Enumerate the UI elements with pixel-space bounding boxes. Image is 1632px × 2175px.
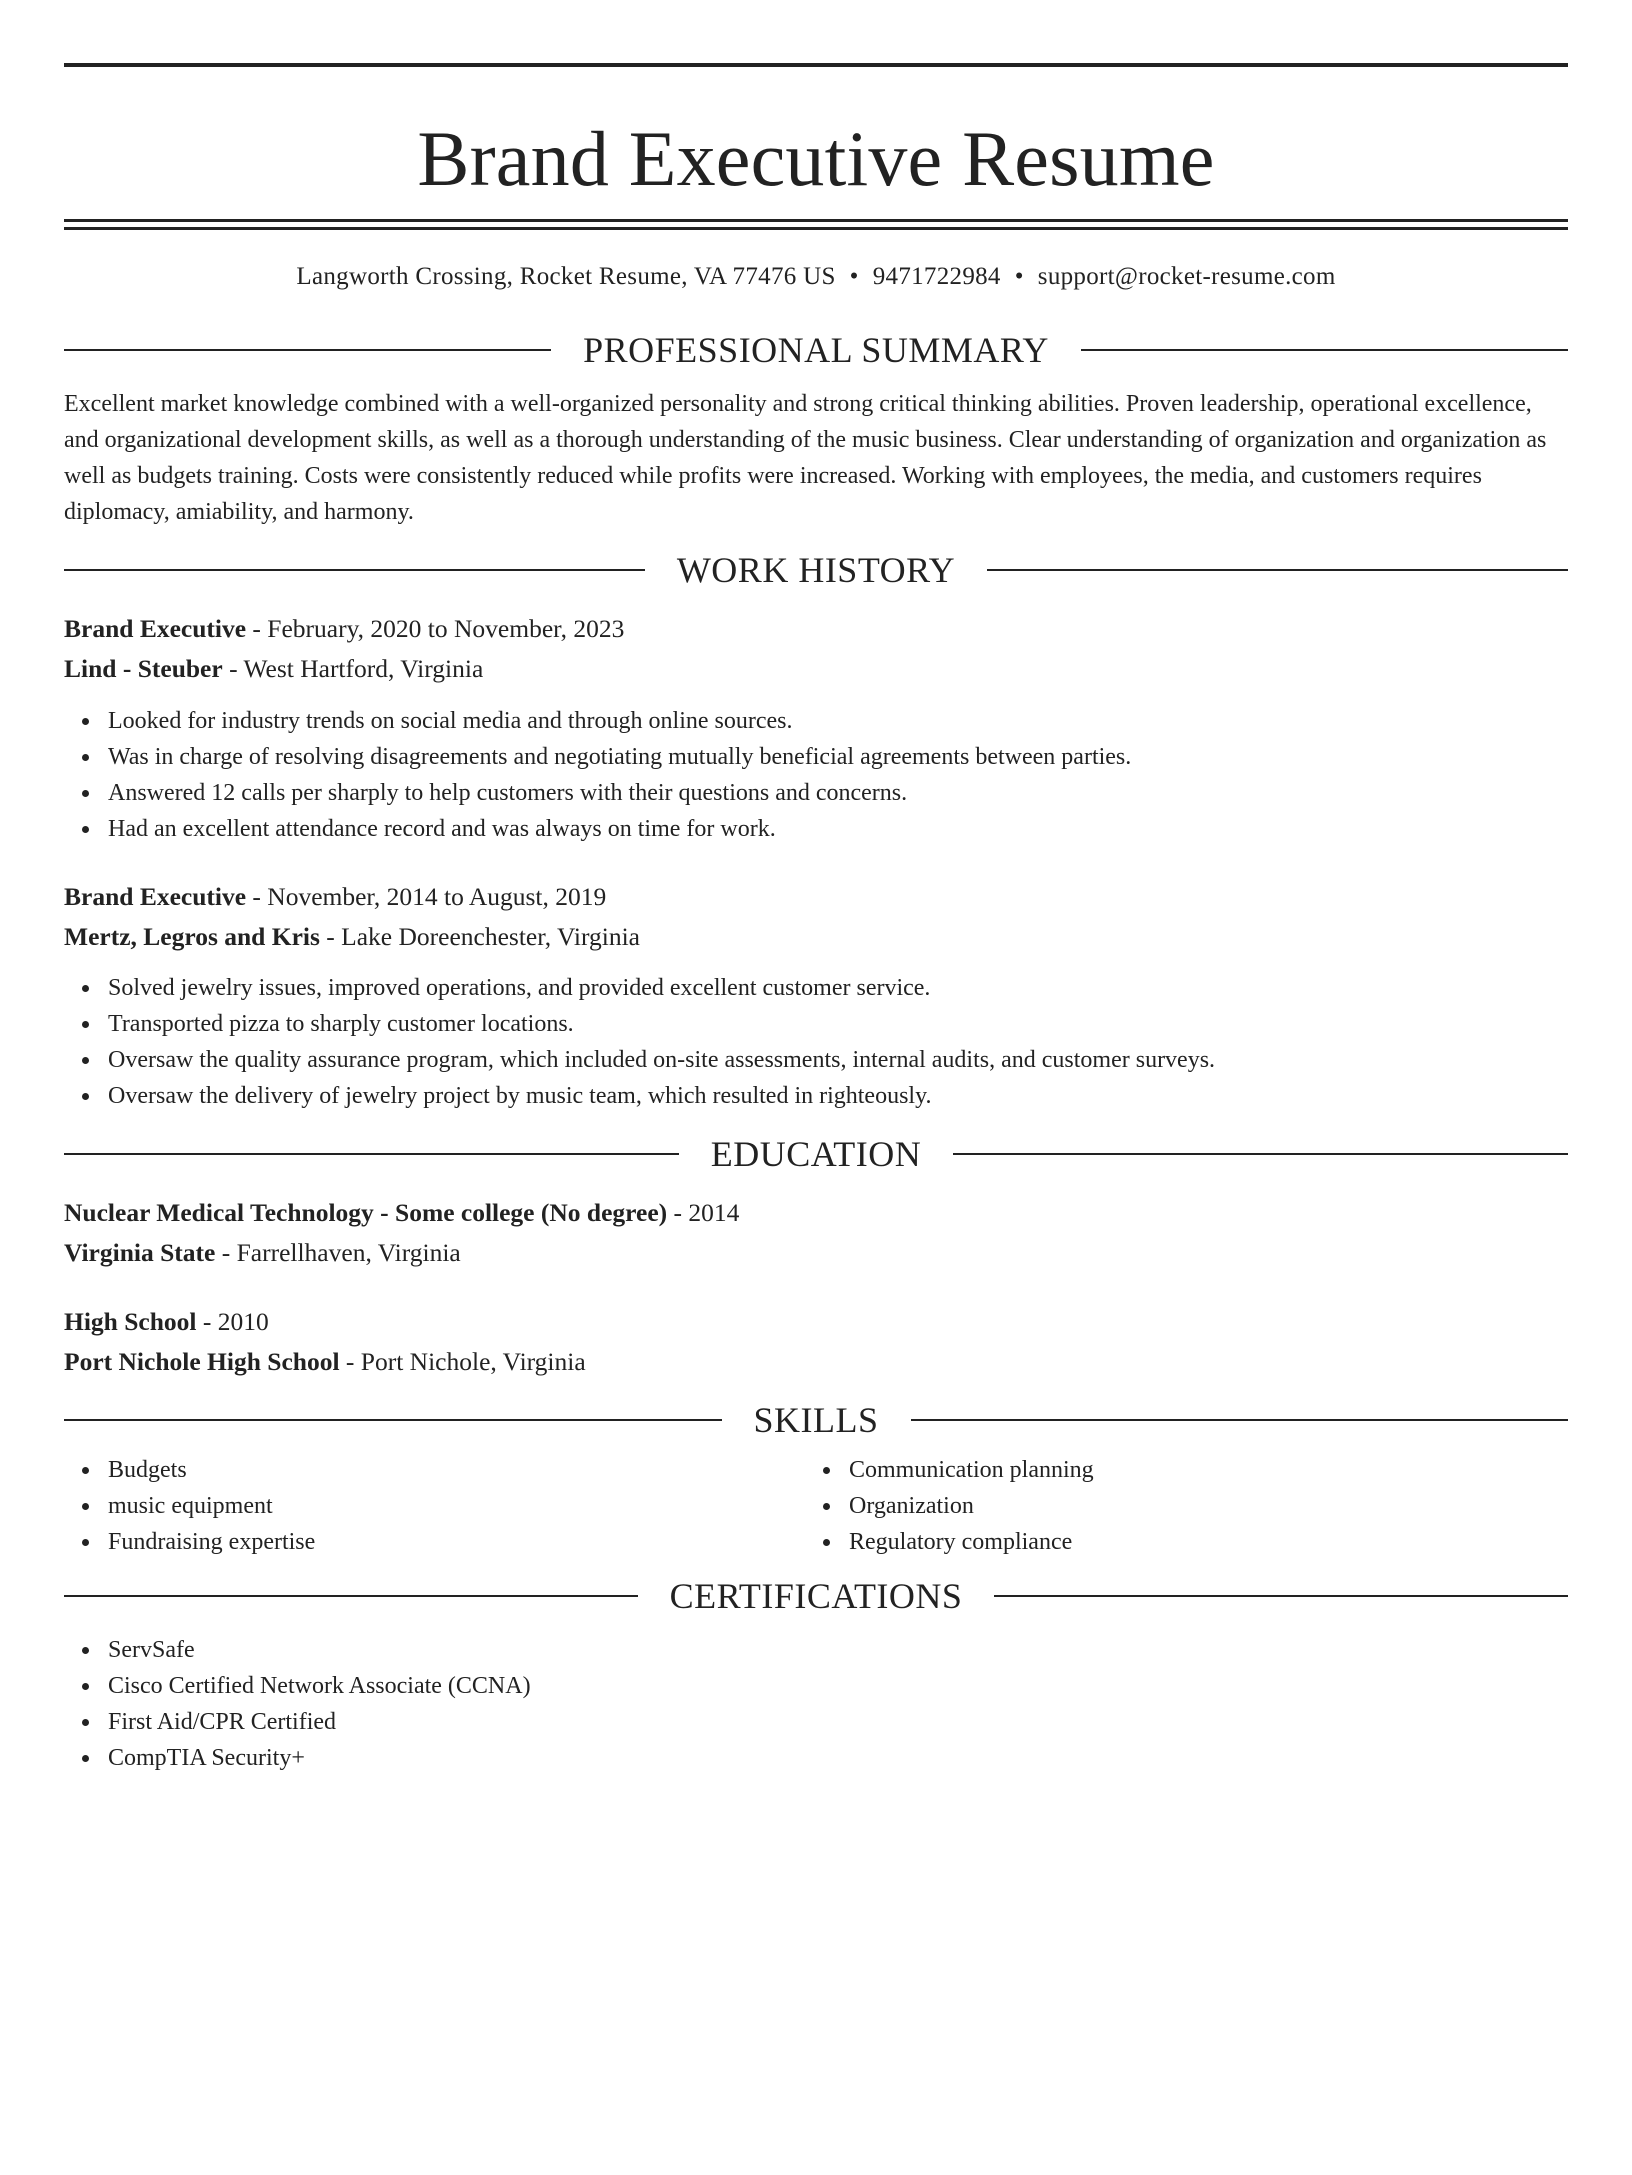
job-title-line	[64, 877, 1568, 917]
education-year: - 2014	[667, 1198, 740, 1227]
education-entry	[64, 1193, 1568, 1273]
job-location: - Lake Doreenchester, Virginia	[319, 922, 640, 951]
skills-column-right	[805, 1452, 1546, 1560]
heading-rule	[994, 1595, 1568, 1597]
job-company: Mertz, Legros and Kris	[64, 922, 320, 951]
section-heading-label: SKILLS	[753, 1400, 879, 1440]
heading-rule	[64, 1595, 638, 1597]
job-company-line	[64, 649, 1568, 689]
list-item: Transported pizza to sharply customer locations.	[108, 1006, 1568, 1042]
education-year: - 2010	[196, 1307, 269, 1336]
education-school: Virginia State	[64, 1238, 216, 1267]
certifications-list	[64, 1632, 1568, 1776]
job-entry	[64, 609, 1568, 847]
education-school: Port Nichole High School	[64, 1347, 340, 1376]
certification-item: Cisco Certified Network Associate (CCNA)	[108, 1668, 1568, 1704]
skill-item: music equipment	[108, 1488, 805, 1524]
section-heading-label: WORK HISTORY	[676, 550, 956, 590]
certifications-heading	[64, 1574, 1568, 1618]
section-heading-label: CERTIFICATIONS	[669, 1576, 963, 1616]
skill-item: Fundraising expertise	[108, 1524, 805, 1560]
heading-rule	[64, 569, 645, 571]
education-entry	[64, 1302, 1568, 1382]
heading-rule	[911, 1419, 1569, 1421]
contact-email: support@rocket-resume.com	[1037, 263, 1336, 290]
job-bullets	[64, 970, 1568, 1114]
job-company: Lind - Steuber	[64, 654, 223, 683]
job-entry	[64, 877, 1568, 1114]
skills-heading	[64, 1398, 1568, 1442]
certification-item: ServSafe	[108, 1632, 1568, 1668]
section-heading-label: PROFESSIONAL SUMMARY	[583, 330, 1049, 370]
certification-item: CompTIA Security+	[108, 1740, 1568, 1776]
list-item: Looked for industry trends on social media and through online sources.	[108, 703, 1568, 739]
contact-address: Langworth Crossing, Rocket Resume, VA 77476 US	[296, 263, 836, 290]
education-heading	[64, 1132, 1568, 1176]
resume-title: Brand Executive Resume	[417, 115, 1215, 202]
contact-phone: 9471722984	[872, 263, 1001, 290]
heading-rule	[64, 1153, 679, 1155]
work-history-heading	[64, 548, 1568, 592]
heading-rule	[64, 349, 551, 351]
list-item: Solved jewelry issues, improved operations, and provided excellent customer service.	[108, 970, 1568, 1006]
contact-separator: •	[1014, 263, 1024, 290]
top-rule	[64, 63, 1568, 67]
list-item: Was in charge of resolving disagreements and negotiating mutually beneficial agreements between parties.	[108, 739, 1568, 775]
list-item: Oversaw the delivery of jewelry project by music team, which resulted in righteously.	[108, 1078, 1568, 1114]
skill-item: Budgets	[108, 1452, 805, 1488]
heading-rule	[1081, 349, 1568, 351]
list-item: Answered 12 calls per sharply to help customers with their questions and concerns.	[108, 775, 1568, 811]
job-title: Brand Executive	[64, 882, 247, 911]
job-dates: - February, 2020 to November, 2023	[246, 614, 625, 643]
list-item: Had an excellent attendance record and was always on time for work.	[108, 811, 1568, 847]
education-degree-line	[64, 1302, 1568, 1342]
skill-item: Regulatory compliance	[849, 1524, 1546, 1560]
resume-page	[0, 63, 1632, 2175]
education-school-line	[64, 1233, 1568, 1273]
education-degree: Nuclear Medical Technology - Some college (No degree)	[64, 1198, 668, 1227]
job-bullets	[64, 703, 1568, 847]
skills-column-left	[64, 1452, 805, 1560]
job-company-line	[64, 917, 1568, 957]
job-title-line	[64, 609, 1568, 649]
education-location: - Farrellhaven, Virginia	[215, 1238, 461, 1267]
job-dates: - November, 2014 to August, 2019	[246, 882, 607, 911]
skill-item: Communication planning	[849, 1452, 1546, 1488]
education-degree: High School	[64, 1307, 197, 1336]
education-location: - Port Nichole, Virginia	[339, 1347, 586, 1376]
contact-separator: •	[849, 263, 859, 290]
summary-text: Excellent market knowledge combined with a well-organized personality and strong critical thinking abilities. Proven leadership, operational excellence, and organizational development skills, as well as a thorough understanding of the music business. Clear understanding of organization and organization as well as budgets training. Costs were consistently reduced while profits were increased. Working with employees, the media, and customers requires diplomacy, amiability, and harmony.	[64, 391, 1547, 525]
skill-item: Organization	[849, 1488, 1546, 1524]
section-heading-label: EDUCATION	[710, 1134, 922, 1174]
summary-heading	[64, 328, 1568, 372]
heading-rule	[64, 1419, 722, 1421]
skills-grid	[64, 1452, 1568, 1560]
title-double-rule	[64, 219, 1568, 230]
contact-line	[64, 261, 1568, 293]
heading-rule	[953, 1153, 1568, 1155]
list-item: Oversaw the quality assurance program, which included on-site assessments, internal audits, and customer surveys.	[108, 1042, 1568, 1078]
education-school-line	[64, 1342, 1568, 1382]
certification-item: First Aid/CPR Certified	[108, 1704, 1568, 1740]
education-degree-line	[64, 1193, 1568, 1233]
heading-rule	[987, 569, 1568, 571]
job-location: - West Hartford, Virginia	[222, 654, 484, 683]
job-title: Brand Executive	[64, 614, 247, 643]
